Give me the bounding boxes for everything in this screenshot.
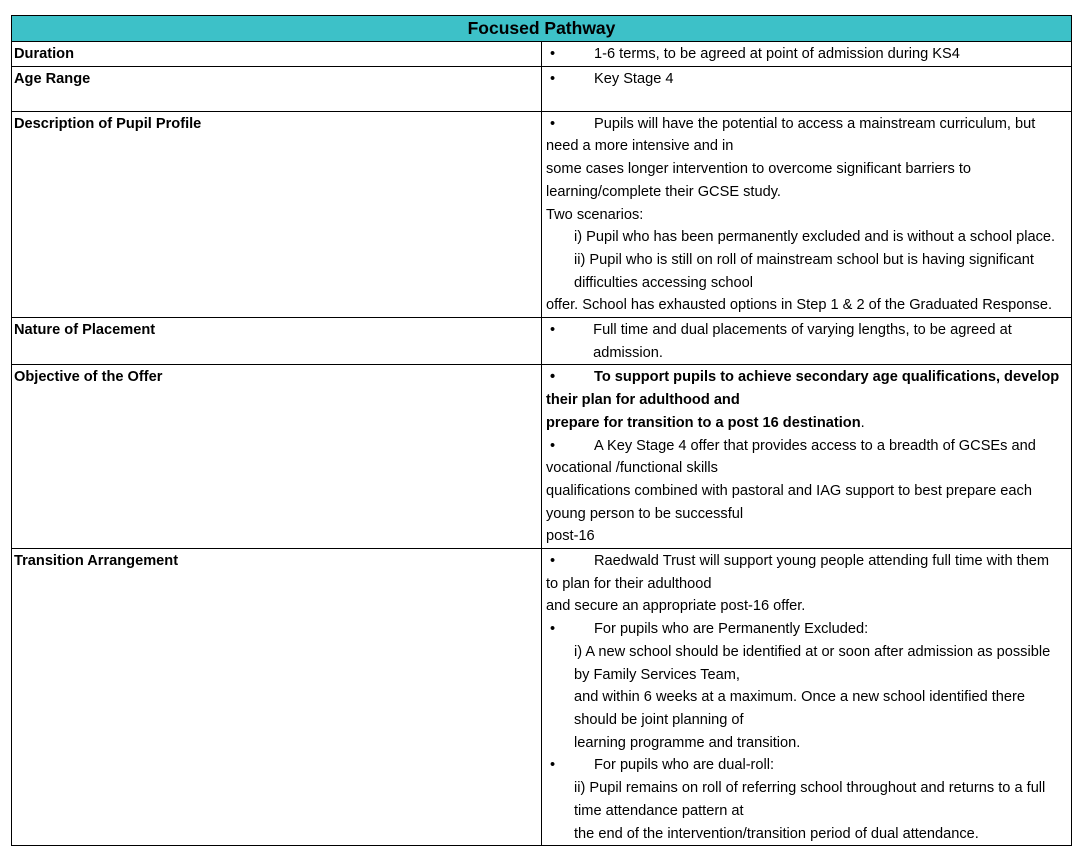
row-label: Nature of Placement: [12, 318, 542, 365]
bullet-icon: •: [550, 70, 556, 87]
list-item: • For pupils who are dual-roll: ii) Pupil remains on roll of referring school throughout and returns to a full time attendance pattern at the end of the intervention/transition period of dual attendance.: [546, 754, 1065, 845]
list-item: • Full time and dual placements of varying lengths, to be agreed at admission.: [546, 319, 1065, 364]
row-duration: [12, 42, 1072, 67]
row-label: Age Range: [12, 66, 542, 111]
list-item: • Key Stage 4: [546, 68, 1065, 91]
table-header-row: [12, 16, 1072, 42]
bullet-icon: •: [550, 369, 556, 386]
row-content: [542, 365, 1072, 549]
bullet-icon: •: [550, 46, 556, 62]
row-label: Description of Pupil Profile: [12, 111, 542, 317]
row-label: Duration: [12, 42, 542, 67]
focused-pathway-table: [11, 15, 1072, 846]
bullet-icon: •: [550, 621, 556, 638]
table-title: Focused Pathway: [12, 16, 1072, 42]
row-content: [542, 111, 1072, 317]
list-item: • 1-6 terms, to be agreed at point of admission during KS4: [546, 43, 1065, 66]
list-item: • Raedwald Trust will support young people attending full time with them to plan for their adulthood and secure an appropriate post-16 offer.: [546, 550, 1065, 618]
bullet-icon: •: [550, 553, 556, 570]
bullet-icon: •: [550, 115, 556, 132]
row-age-range: [12, 66, 1072, 111]
row-content: [542, 549, 1072, 846]
list-item: • A Key Stage 4 offer that provides access to a breadth of GCSEs and vocational /functional skills qualifications combined with pastoral and IAG support to best prepare each young person to be successful post-16: [546, 435, 1065, 549]
list-item: • To support pupils to achieve secondary age qualifications, develop their plan for adulthood and prepare for transition to a post 16 destination.: [546, 366, 1065, 434]
bullet-icon: •: [550, 437, 556, 454]
row-objective: [12, 365, 1072, 549]
row-pupil-profile: [12, 111, 1072, 317]
row-label: Transition Arrangement: [12, 549, 542, 846]
row-content: [542, 318, 1072, 365]
list-item: • Pupils will have the potential to access a mainstream curriculum, but need a more intensive and in some cases longer intervention to overcome significant barriers to learning/complete their GCSE study. Two scenarios: i) Pupil who has been permanently excluded and is without a school place. ii) Pupil who is still on roll of mainstream school but is having significant difficulties accessing school offer. School has exhausted options in Step 1 & 2 of the Graduated Response.: [546, 113, 1065, 317]
bullet-icon: •: [550, 757, 556, 774]
row-label: Objective of the Offer: [12, 365, 542, 549]
row-transition: [12, 549, 1072, 846]
bullet-icon: •: [550, 322, 556, 339]
row-content: [542, 42, 1072, 67]
row-content: [542, 66, 1072, 111]
row-nature-of-placement: [12, 318, 1072, 365]
list-item: • For pupils who are Permanently Excluded: i) A new school should be identified at or soon after admission as possible by Family Services Team, and within 6 weeks at a maximum. Once a new school identified there should be joint planning of learning programme and transition.: [546, 618, 1065, 754]
